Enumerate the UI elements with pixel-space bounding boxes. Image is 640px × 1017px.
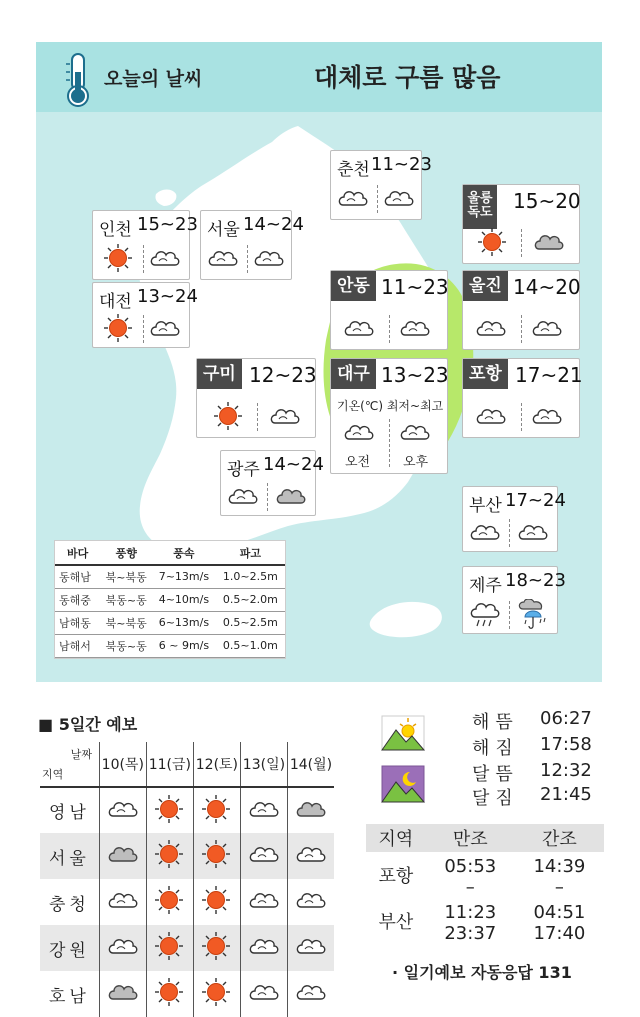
partly-cloudy-icon bbox=[248, 839, 280, 869]
table-row bbox=[55, 565, 285, 588]
city-temp: 14~24 bbox=[243, 214, 304, 235]
divider bbox=[377, 185, 378, 213]
partly-cloudy-icon bbox=[383, 183, 415, 213]
divider bbox=[143, 315, 144, 343]
table-row bbox=[40, 787, 334, 833]
table-row bbox=[55, 634, 285, 657]
tide-region: 부산 bbox=[378, 912, 414, 933]
city-card-jeju bbox=[462, 566, 566, 634]
divider bbox=[267, 483, 268, 511]
city-temp: 15~23 bbox=[137, 214, 198, 235]
city-card-gumi bbox=[196, 358, 316, 438]
cloud-icon bbox=[533, 227, 565, 257]
phone-service-note: · 일기예보 자동응답 131 bbox=[392, 963, 572, 982]
low-tide: 14:39 bbox=[533, 856, 586, 877]
divider bbox=[247, 245, 248, 273]
sun-icon bbox=[477, 227, 507, 257]
wind-direction: 북동~동 bbox=[100, 634, 152, 657]
partly-cloudy-icon bbox=[475, 313, 507, 343]
sea-header: 바다 bbox=[55, 541, 100, 565]
partly-cloudy-icon bbox=[107, 931, 139, 961]
city-name: 제주 bbox=[469, 576, 502, 596]
forecast-cell bbox=[240, 833, 287, 879]
city-tag bbox=[463, 185, 497, 229]
partly-cloudy-icon bbox=[295, 931, 327, 961]
partly-cloudy-icon bbox=[337, 183, 369, 213]
wave-height: 0.5~2.5m bbox=[216, 611, 285, 634]
partly-cloudy-icon bbox=[517, 517, 549, 547]
island-shape bbox=[155, 190, 176, 207]
cloud-icon bbox=[275, 481, 307, 511]
low-tide: 04:51 bbox=[533, 902, 586, 923]
forecast-cell bbox=[240, 787, 287, 833]
city-temp: 13~24 bbox=[137, 286, 198, 307]
forecast-day: 12(토) bbox=[193, 742, 240, 787]
table-row bbox=[366, 898, 604, 923]
city-name: 대전 bbox=[99, 292, 132, 312]
sunrise-time: 06:27 bbox=[540, 708, 592, 729]
city-name: 인천 bbox=[99, 220, 132, 240]
partly-cloudy-icon bbox=[295, 977, 327, 1007]
sea-region: 동해중 bbox=[55, 588, 100, 611]
sea-header: 파고 bbox=[216, 541, 285, 565]
cloud-icon bbox=[107, 977, 139, 1007]
city-card-andong bbox=[330, 270, 448, 350]
sun-icon bbox=[201, 885, 233, 915]
sun-icon bbox=[201, 794, 233, 824]
partly-cloudy-icon bbox=[248, 885, 280, 915]
city-name: 서울 bbox=[207, 220, 240, 240]
wind-direction: 북~북동 bbox=[100, 565, 152, 588]
forecast-cell bbox=[193, 879, 240, 925]
low-tide: 17:40 bbox=[533, 923, 586, 944]
cloud-icon bbox=[295, 794, 327, 824]
moonrise-moonset-icon bbox=[380, 764, 426, 804]
pm-label: 오후 bbox=[403, 455, 429, 470]
partly-cloudy-icon bbox=[343, 313, 375, 343]
city-card-daegu bbox=[330, 358, 448, 474]
forecast-cell bbox=[287, 879, 334, 925]
divider bbox=[521, 315, 522, 343]
forecast-cell bbox=[287, 833, 334, 879]
tide-header: 지역 bbox=[366, 824, 426, 852]
city-temp: 14~24 bbox=[263, 454, 324, 475]
sun-icon bbox=[154, 977, 186, 1007]
moonrise-time: 12:32 bbox=[540, 760, 592, 781]
forecast-cell bbox=[193, 925, 240, 971]
partly-cloudy-icon bbox=[269, 401, 301, 431]
wind-speed: 4~10m/s bbox=[152, 588, 216, 611]
rain-icon bbox=[469, 599, 501, 629]
city-temp: 15~20 bbox=[513, 189, 581, 213]
sun-icon bbox=[154, 839, 186, 869]
forecast-cell bbox=[146, 787, 193, 833]
sunset-time: 17:58 bbox=[540, 734, 592, 755]
partly-cloudy-icon bbox=[475, 401, 507, 431]
sun-icon bbox=[201, 931, 233, 961]
table-row bbox=[55, 588, 285, 611]
high-tide: 11:23 bbox=[444, 902, 497, 923]
sea-region: 남해동 bbox=[55, 611, 100, 634]
forecast-corner bbox=[40, 742, 99, 787]
sun-icon bbox=[201, 977, 233, 1007]
forecast-region: 영남 bbox=[40, 787, 99, 833]
tide-table bbox=[366, 824, 604, 944]
partly-cloudy-icon bbox=[149, 313, 181, 343]
tide-region: 포항 bbox=[378, 866, 414, 887]
forecast-cell bbox=[240, 879, 287, 925]
forecast-region: 호남 bbox=[40, 971, 99, 1017]
temp-legend: 기온(℃) 최저~최고 bbox=[337, 399, 444, 413]
city-card-seoul bbox=[200, 210, 304, 280]
forecast-cell bbox=[287, 971, 334, 1017]
sun-icon bbox=[154, 794, 186, 824]
wave-height: 0.5~2.0m bbox=[216, 588, 285, 611]
table-row bbox=[366, 852, 604, 877]
partly-cloudy-icon bbox=[248, 794, 280, 824]
partly-cloudy-icon bbox=[149, 243, 181, 273]
city-name: 구미 bbox=[197, 359, 242, 389]
forecast-cell bbox=[240, 971, 287, 1017]
tide-header: 간조 bbox=[515, 824, 604, 852]
partly-cloudy-icon bbox=[295, 885, 327, 915]
partly-cloudy-icon bbox=[248, 977, 280, 1007]
forecast-cell bbox=[99, 971, 146, 1017]
divider bbox=[509, 601, 510, 629]
forecast-cell bbox=[99, 925, 146, 971]
divider bbox=[389, 315, 390, 343]
city-temp: 12~23 bbox=[249, 363, 317, 387]
moonrise-label: 달뜸 bbox=[472, 764, 519, 785]
forecast-cell bbox=[146, 925, 193, 971]
forecast-cell bbox=[99, 787, 146, 833]
forecast-day: 10(목) bbox=[99, 742, 146, 787]
sea-conditions-table bbox=[54, 540, 286, 659]
city-name: 안동 bbox=[331, 271, 376, 301]
partly-cloudy-icon bbox=[107, 885, 139, 915]
wind-speed: 7~13m/s bbox=[152, 565, 216, 588]
city-name-line: 독도 bbox=[467, 205, 493, 220]
divider bbox=[521, 403, 522, 431]
sea-region: 남해서 bbox=[55, 634, 100, 657]
partly-cloudy-icon bbox=[107, 794, 139, 824]
partly-cloudy-icon bbox=[469, 517, 501, 547]
wind-speed: 6 ~ 9m/s bbox=[152, 634, 216, 657]
city-temp: 14~20 bbox=[513, 275, 581, 299]
forecast-day: 14(월) bbox=[287, 742, 334, 787]
weather-summary: 대체로 구름 많음 bbox=[314, 63, 501, 92]
city-name: 춘천 bbox=[337, 160, 370, 180]
forecast-cell bbox=[146, 971, 193, 1017]
table-row bbox=[40, 879, 334, 925]
table-row bbox=[55, 611, 285, 634]
city-name: 울진 bbox=[463, 271, 508, 301]
umbrella-rain-icon bbox=[517, 599, 551, 631]
divider bbox=[143, 245, 144, 273]
partly-cloudy-icon bbox=[248, 931, 280, 961]
sea-header: 풍속 bbox=[152, 541, 216, 565]
wave-height: 1.0~2.5m bbox=[216, 565, 285, 588]
sea-header: 풍향 bbox=[100, 541, 152, 565]
city-name: 포항 bbox=[463, 359, 508, 389]
table-row bbox=[40, 971, 334, 1017]
sea-region: 동해남 bbox=[55, 565, 100, 588]
city-card-chuncheon bbox=[330, 150, 432, 220]
city-name: 광주 bbox=[227, 460, 260, 480]
low-tide: – bbox=[554, 877, 564, 898]
forecast-cell bbox=[193, 971, 240, 1017]
forecast-region: 충청 bbox=[40, 879, 99, 925]
partly-cloudy-icon bbox=[207, 243, 239, 273]
sun-icon bbox=[213, 401, 243, 431]
forecast-cell bbox=[99, 833, 146, 879]
forecast-region: 강원 bbox=[40, 925, 99, 971]
sunset-label: 해짐 bbox=[472, 738, 519, 759]
wave-height: 0.5~1.0m bbox=[216, 634, 285, 657]
city-name: 대구 bbox=[331, 359, 376, 389]
table-row bbox=[40, 833, 334, 879]
divider bbox=[521, 229, 522, 257]
forecast-cell bbox=[193, 833, 240, 879]
partly-cloudy-icon bbox=[399, 313, 431, 343]
forecast-cell bbox=[287, 787, 334, 833]
partly-cloudy-icon bbox=[253, 243, 285, 273]
city-card-ulleung bbox=[462, 184, 580, 264]
wind-direction: 북동~동 bbox=[100, 588, 152, 611]
jeju-island-shape bbox=[370, 602, 442, 637]
corner-region-label: 지역 bbox=[42, 768, 64, 781]
sun-icon bbox=[201, 839, 233, 869]
forecast-cell bbox=[193, 787, 240, 833]
forecast-cell bbox=[240, 925, 287, 971]
sun-icon bbox=[103, 313, 133, 343]
corner-date-label: 날짜 bbox=[70, 748, 92, 761]
city-card-gwangju bbox=[220, 450, 324, 516]
wind-speed: 6~13m/s bbox=[152, 611, 216, 634]
forecast-cell bbox=[99, 879, 146, 925]
sun-icon bbox=[154, 931, 186, 961]
page-title: 오늘의 날씨 bbox=[104, 68, 203, 90]
am-label: 오전 bbox=[345, 455, 371, 470]
partly-cloudy-icon bbox=[343, 417, 375, 447]
forecast-cell bbox=[287, 925, 334, 971]
city-name: 부산 bbox=[469, 496, 502, 516]
city-temp: 18~23 bbox=[505, 570, 566, 591]
forecast-day: 11(금) bbox=[146, 742, 193, 787]
city-temp: 11~23 bbox=[371, 154, 432, 175]
city-card-pohang bbox=[462, 358, 583, 438]
cloud-icon bbox=[107, 839, 139, 869]
partly-cloudy-icon bbox=[531, 313, 563, 343]
partly-cloudy-icon bbox=[227, 481, 259, 511]
city-temp: 11~23 bbox=[381, 275, 449, 299]
wind-direction: 북~북동 bbox=[100, 611, 152, 634]
sunrise-sunset-icon bbox=[380, 712, 426, 752]
city-temp: 17~21 bbox=[515, 363, 583, 387]
divider bbox=[509, 519, 510, 547]
five-day-forecast-table bbox=[40, 742, 334, 1017]
forecast-cell bbox=[146, 879, 193, 925]
city-card-daejeon bbox=[92, 282, 198, 348]
city-temp: 17~24 bbox=[505, 490, 566, 511]
partly-cloudy-icon bbox=[295, 839, 327, 869]
forecast-region: 서울 bbox=[40, 833, 99, 879]
moonset-label: 달짐 bbox=[472, 788, 519, 809]
partly-cloudy-icon bbox=[531, 401, 563, 431]
city-name-line: 울릉 bbox=[467, 191, 493, 206]
sunrise-label: 해뜸 bbox=[472, 712, 519, 733]
high-tide: 23:37 bbox=[444, 923, 497, 944]
city-card-incheon bbox=[92, 210, 198, 280]
tide-header: 만조 bbox=[426, 824, 515, 852]
forecast-day: 13(일) bbox=[240, 742, 287, 787]
forecast-cell bbox=[146, 833, 193, 879]
sun-icon bbox=[103, 243, 133, 273]
moonset-time: 21:45 bbox=[540, 784, 592, 805]
forecast-title: ■ 5일간 예보 bbox=[38, 715, 138, 734]
high-tide: – bbox=[465, 877, 475, 898]
high-tide: 05:53 bbox=[444, 856, 497, 877]
city-temp: 13~23 bbox=[381, 363, 449, 387]
city-card-uljin bbox=[462, 270, 580, 350]
divider bbox=[389, 419, 390, 467]
table-row bbox=[40, 925, 334, 971]
city-card-busan bbox=[462, 486, 566, 552]
divider bbox=[257, 403, 258, 431]
sun-icon bbox=[154, 885, 186, 915]
partly-cloudy-icon bbox=[399, 417, 431, 447]
